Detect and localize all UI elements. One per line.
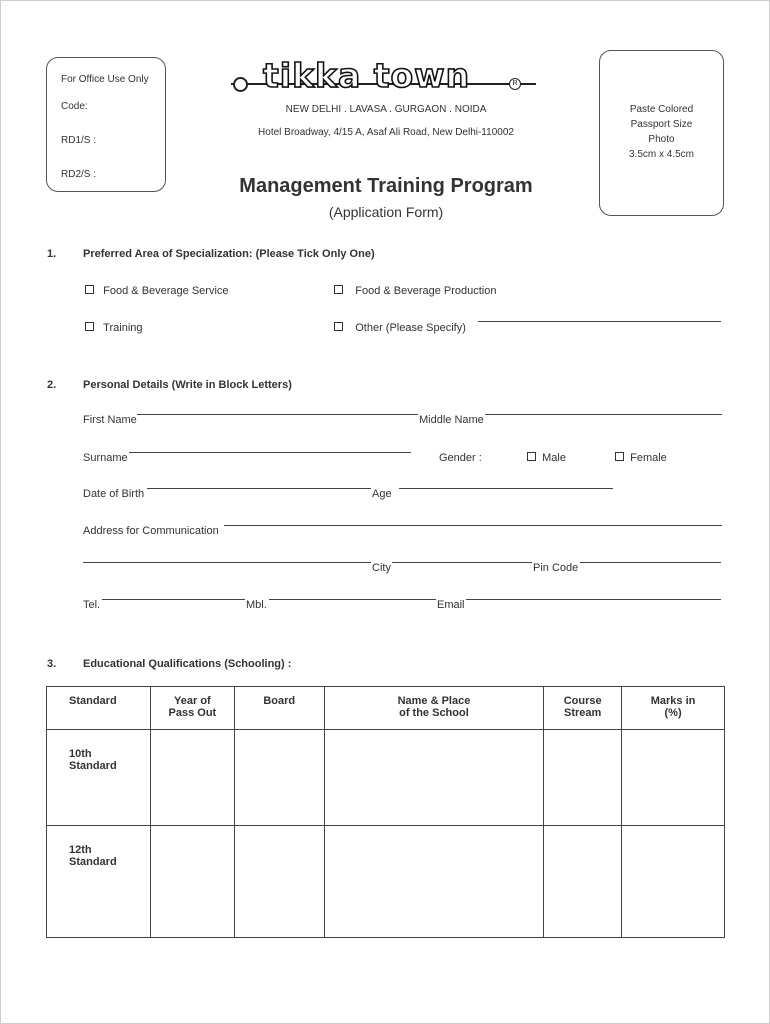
row-label-12th: 12th Standard <box>47 826 151 938</box>
option-fb-service[interactable] <box>85 285 229 297</box>
section-2-title: Personal Details (Write in Block Letters) <box>83 379 292 391</box>
photo-size: 3.5cm x 4.5cm <box>628 149 695 160</box>
tel-line[interactable] <box>102 599 245 600</box>
pin-code-line[interactable] <box>580 562 721 563</box>
address-line-2[interactable] <box>83 562 371 563</box>
checkbox-icon[interactable] <box>334 322 343 331</box>
photo-instruction-2: Passport Size <box>630 119 693 130</box>
form-subtitle: (Application Form) <box>328 204 444 220</box>
office-code-label: Code: <box>61 101 88 112</box>
row-label-10th: 10th Standard <box>47 730 151 826</box>
section-1-title: Preferred Area of Specialization: (Please Tick Only One) <box>83 248 375 260</box>
first-name-label: First Name <box>83 414 137 426</box>
age-label: Age <box>372 488 392 500</box>
checkbox-icon[interactable] <box>615 452 624 461</box>
checkbox-icon[interactable] <box>85 285 94 294</box>
office-rd1-label: RD1/S : <box>61 135 97 146</box>
registered-mark-icon: R <box>509 78 521 90</box>
mobile-label: Mbl. <box>246 599 267 611</box>
gender-label: Gender : <box>439 452 482 464</box>
passport-photo-box <box>599 50 724 216</box>
gender-female-label: Female <box>630 452 667 464</box>
office-use-heading: For Office Use Only <box>61 74 149 85</box>
cell-marks[interactable] <box>622 826 725 938</box>
cell-year[interactable] <box>150 826 234 938</box>
cell-board[interactable] <box>234 730 324 826</box>
checkbox-icon[interactable] <box>334 285 343 294</box>
cell-stream[interactable] <box>544 730 622 826</box>
hotel-address: Hotel Broadway, 4/15 A, Asaf Ali Road, New Delhi-110002 <box>258 127 514 138</box>
table-row <box>47 730 725 826</box>
option-fb-production[interactable] <box>334 285 497 297</box>
section-2-number: 2. <box>47 379 57 391</box>
city-line[interactable] <box>392 562 532 563</box>
photo-instruction-3: Photo <box>648 134 675 145</box>
cell-school[interactable] <box>324 730 544 826</box>
city-label: City <box>372 562 391 574</box>
logo-ring-icon <box>233 77 248 92</box>
locations-line: NEW DELHI . LAVASA . GURGAON . NOIDA <box>285 104 487 115</box>
cell-stream[interactable] <box>544 826 622 938</box>
header-marks: Marks in (%) <box>622 687 725 730</box>
section-1-number: 1. <box>47 248 57 260</box>
option-other-label: Other (Please Specify) <box>355 322 466 334</box>
pin-code-label: Pin Code <box>533 562 579 574</box>
cell-school[interactable] <box>324 826 544 938</box>
age-line[interactable] <box>399 488 613 489</box>
middle-name-line[interactable] <box>485 414 722 415</box>
option-training-label: Training <box>103 322 143 334</box>
header-standard: Standard <box>47 687 151 730</box>
first-name-line[interactable] <box>137 414 418 415</box>
email-line[interactable] <box>466 599 721 600</box>
dob-label: Date of Birth <box>83 488 145 500</box>
middle-name-label: Middle Name <box>419 414 484 426</box>
checkbox-icon[interactable] <box>85 322 94 331</box>
education-table <box>46 686 725 938</box>
form-title: Management Training Program <box>239 175 533 197</box>
email-label: Email <box>437 599 465 611</box>
gender-male-option[interactable] <box>527 452 566 464</box>
gender-female-option[interactable] <box>615 452 667 464</box>
header-year-of-pass-out: Year of Pass Out <box>150 687 234 730</box>
table-row <box>47 826 725 938</box>
other-specify-line[interactable] <box>478 321 721 322</box>
address-label: Address for Communication <box>83 525 219 537</box>
checkbox-icon[interactable] <box>527 452 536 461</box>
dob-line[interactable] <box>147 488 371 489</box>
header-school-name-place: Name & Place of the School <box>324 687 544 730</box>
office-rd2-label: RD2/S : <box>61 169 97 180</box>
office-use-box <box>46 57 166 192</box>
header-course-stream: Course Stream <box>544 687 622 730</box>
gender-male-label: Male <box>542 452 566 464</box>
cell-board[interactable] <box>234 826 324 938</box>
surname-line[interactable] <box>129 452 411 453</box>
photo-instruction-1: Paste Colored <box>629 104 694 115</box>
cell-marks[interactable] <box>622 730 725 826</box>
section-3-number: 3. <box>47 658 57 670</box>
cell-year[interactable] <box>150 730 234 826</box>
option-other[interactable] <box>334 322 466 334</box>
table-header-row <box>47 687 725 730</box>
logo-text: tikka town <box>263 56 471 95</box>
option-fb-production-label: Food & Beverage Production <box>355 285 497 297</box>
mobile-line[interactable] <box>269 599 436 600</box>
surname-label: Surname <box>83 452 128 464</box>
tel-label: Tel. <box>83 599 101 611</box>
header-board: Board <box>234 687 324 730</box>
address-line-1[interactable] <box>224 525 722 526</box>
section-3-title: Educational Qualifications (Schooling) : <box>83 658 292 670</box>
option-training[interactable] <box>85 322 143 334</box>
option-fb-service-label: Food & Beverage Service <box>103 285 229 297</box>
